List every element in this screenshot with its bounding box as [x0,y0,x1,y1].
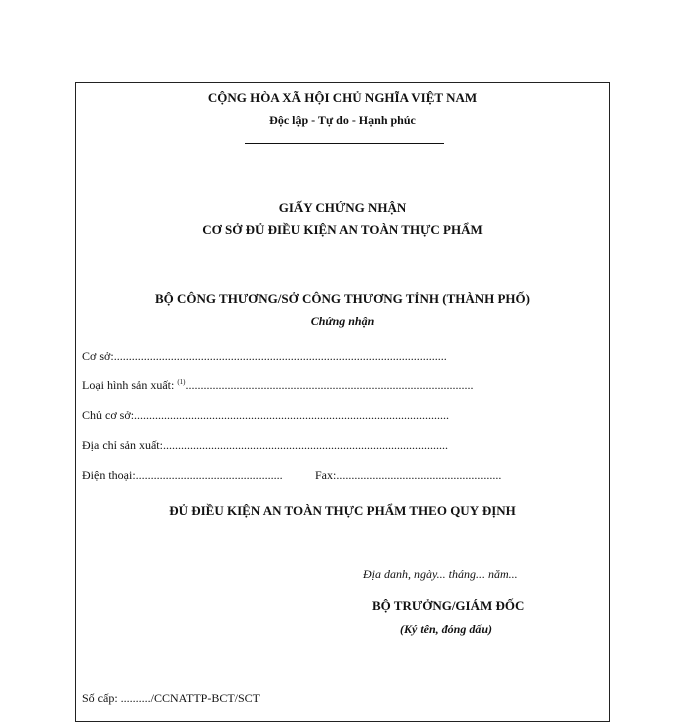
certificate-border [75,82,610,722]
footnote-marker: (1) [177,378,186,386]
national-motto: Độc lập - Tự do - Hạnh phúc [269,113,416,127]
production-type-dots: ................................................................................................ [185,378,474,392]
certificate-title: GIẤY CHỨNG NHẬN [278,200,407,215]
address-field: Địa chỉ sản xuất:............................................................................................... [82,438,448,452]
certifies-label: Chứng nhận [310,314,375,328]
phone-field: Điện thoại:................................................. [82,468,283,482]
production-type-field [82,378,474,393]
issuing-authority: BỘ CÔNG THƯƠNG/SỞ CÔNG THƯƠNG TỈNH (THÀNH PHỐ) [155,291,530,306]
fax-field: Fax:....................................................... [315,468,502,482]
certificate-subtitle: CƠ SỞ ĐỦ ĐIỀU KIỆN AN TOÀN THỰC PHẨM [202,222,483,237]
national-heading: CỘNG HÒA XÃ HỘI CHỦ NGHĨA VIỆT NAM [207,90,478,105]
motto-underline [245,143,444,144]
place-date-line: Địa danh, ngày... tháng... năm... [363,567,518,581]
facility-field: Cơ sở:............................................................................................................... [82,349,447,363]
certificate-number: Số cấp: ........../CCNATTP-BCT/SCT [82,691,261,705]
owner-field: Chủ cơ sở:......................................................................................................... [82,408,450,422]
signature-note: (Ký tên, đóng dấu) [400,622,493,636]
signer-position: BỘ TRƯỞNG/GIÁM ĐỐC [372,598,525,613]
qualification-statement: ĐỦ ĐIỀU KIỆN AN TOÀN THỰC PHẨM THEO QUY ĐỊNH [169,503,516,518]
production-type-label: Loại hình sản xuất: [82,378,178,392]
